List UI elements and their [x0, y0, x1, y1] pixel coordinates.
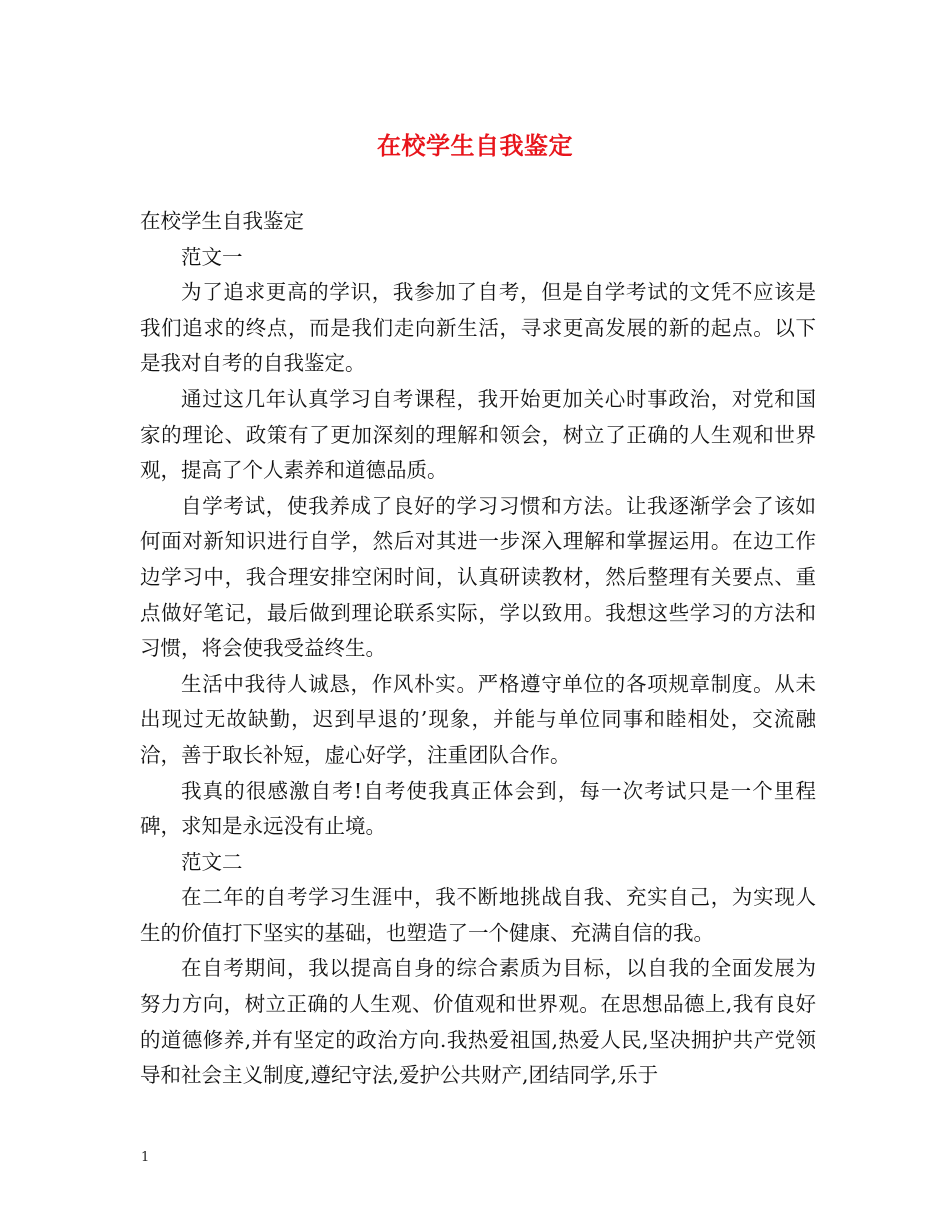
- page-number: 1: [141, 1150, 150, 1165]
- document-body: [140, 204, 816, 1094]
- body-paragraph: 我真的很感激自考!自考使我真正体会到，每一次考试只是一个里程碑，求知是永远没有止境。: [140, 778, 816, 839]
- section-label-1: 范文一: [181, 244, 243, 269]
- body-paragraph: 通过这几年认真学习自考课程，我开始更加关心时事政治，对党和国家的理论、政策有了更加深刻的理解和领会，树立了正确的人生观和世界观，提高了个人素养和道德品质。: [140, 386, 816, 483]
- document-title: 在校学生自我鉴定: [377, 131, 573, 160]
- body-heading: 在校学生自我鉴定: [140, 209, 304, 233]
- section-label-2: 范文二: [181, 849, 243, 874]
- body-paragraph: 自学考试，使我养成了良好的学习习惯和方法。让我逐渐学会了该如何面对新知识进行自学，然后对其进一步深入理解和掌握运用。在边工作边学习中，我合理安排空闲时间，认真研读教材，然后整理有关要点、重点做好笔记，最后做到理论联系实际，学以致用。我想这些学习的方法和习惯，将会使我受益终生。: [140, 493, 816, 661]
- body-paragraph: 在自考期间，我以提高自身的综合素质为目标，以自我的全面发展为努力方向，树立正确的人生观、价值观和世界观。在思想品德上,我有良好的道德修养,并有坚定的政治方向.我热爱祖国,热爱人民,坚决拥护共产党领导和社会主义制度,遵纪守法,爱护公共财产,团结同学,乐于: [140, 956, 816, 1088]
- body-paragraph: 生活中我待人诚恳，作风朴实。严格遵守单位的各项规章制度。从未出现过无故缺勤，迟到早退的’现象，并能与单位同事和睦相处，交流融洽，善于取长补短，虚心好学，注重团队合作。: [140, 671, 816, 767]
- body-paragraph: 为了追求更高的学识，我参加了自考，但是自学考试的文凭不应该是我们追求的终点，而是我们走向新生活，寻求更高发展的新的起点。以下是我对自考的自我鉴定。: [140, 280, 816, 376]
- body-paragraph: 在二年的自考学习生涯中，我不断地挑战自我、充实自己，为实现人生的价值打下坚实的基础，也塑造了一个健康、充满自信的我。: [140, 885, 816, 945]
